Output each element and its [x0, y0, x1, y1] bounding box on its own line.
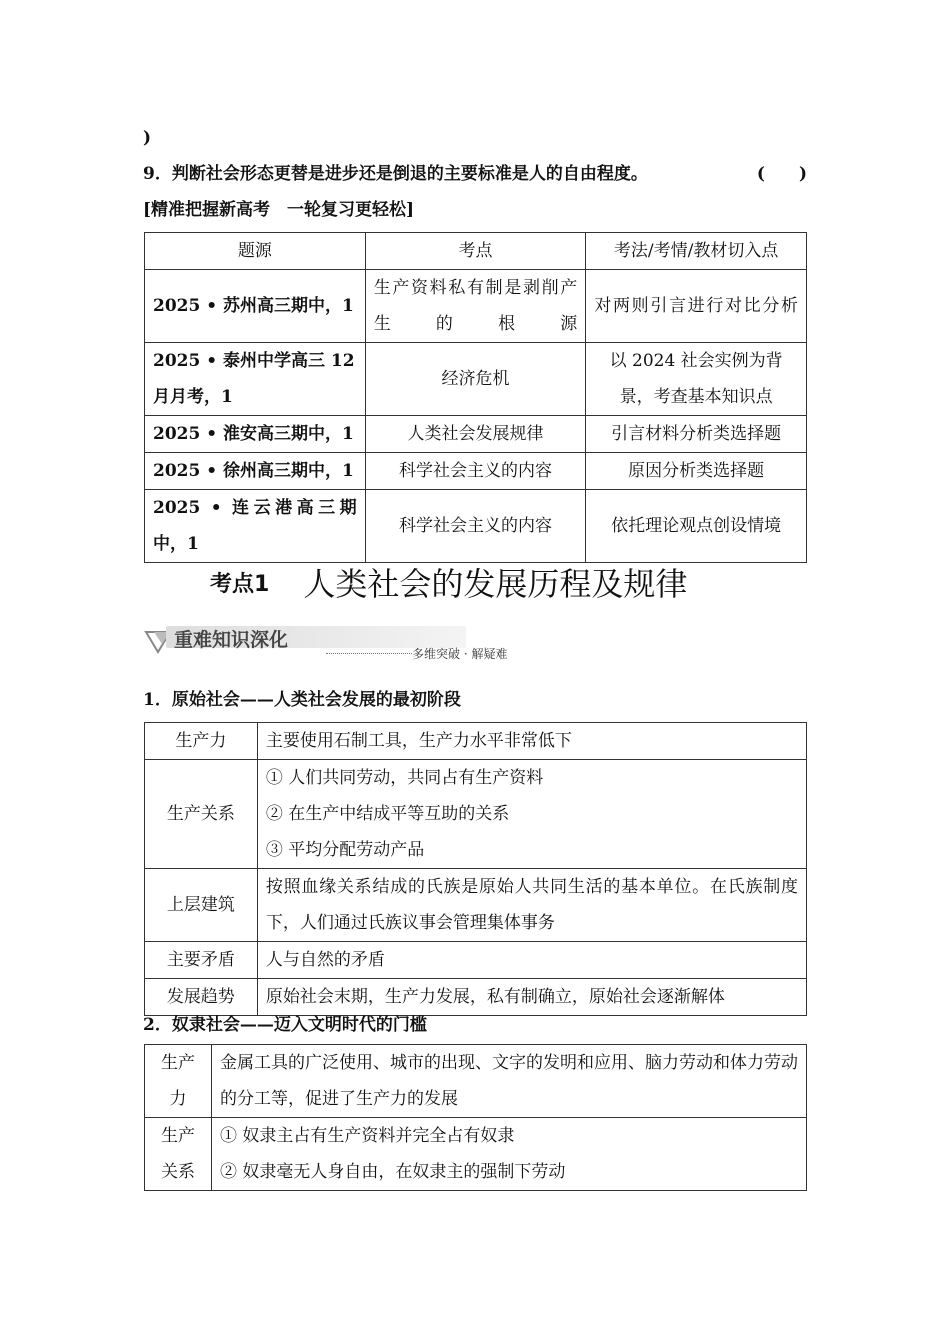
section2-heading: 2．奴隶社会——迈入文明时代的门槛	[143, 1015, 427, 1035]
list-item: ② 奴隶毫无人身自由，在奴隶主的强制下劳动	[219, 1162, 566, 1182]
cell-source: 2025 • 苏州高三期中，1	[145, 270, 366, 343]
kaodian-label: 考点1	[210, 571, 270, 597]
kaodian-heading	[210, 560, 687, 604]
row-content: 按照血缘关系结成的氏族是原始人共同生活的基本单位。在氏族制度下，人们通过氏族议事会管理集体事务	[257, 869, 806, 942]
row-content	[211, 1118, 806, 1191]
row-label: 生产关系	[145, 760, 258, 869]
banner-title: 重难知识深化	[174, 629, 289, 651]
cell-source: 2025 • 淮安高三期中，1	[145, 416, 366, 453]
row-label: 生产力	[145, 1045, 212, 1118]
header-topic: 考点	[365, 233, 586, 270]
cell-topic: 人类社会发展规律	[365, 416, 586, 453]
source-table	[144, 232, 807, 563]
question-9	[143, 162, 807, 186]
table-row	[145, 942, 807, 979]
list-item: ② 在生产中结成平等互助的关系	[265, 804, 510, 824]
row-label: 主要矛盾	[145, 942, 258, 979]
section-banner	[144, 622, 544, 662]
banner-dotted-line	[326, 653, 412, 654]
cell-method: 依托理论观点创设情境	[586, 490, 807, 563]
table-row	[145, 270, 807, 343]
section1-heading: 1．原始社会——人类社会发展的最初阶段	[143, 690, 461, 710]
cell-topic: 经济危机	[365, 343, 586, 416]
row-label: 生产力	[145, 723, 258, 760]
table-row	[145, 1045, 807, 1118]
row-content: 金属工具的广泛使用、城市的出现、文字的发明和应用、脑力劳动和体力劳动的分工等，促进了生产力的发展	[211, 1045, 806, 1118]
cell-topic: 科学社会主义的内容	[365, 490, 586, 563]
cell-source: 2025 • 徐州高三期中，1	[145, 453, 366, 490]
answer-paren: ( )	[756, 164, 807, 184]
cell-method: 以 2024 社会实例为背景，考查基本知识点	[586, 343, 807, 416]
section-header: [精准把握新高考 一轮复习更轻松]	[143, 200, 415, 220]
list-item: ① 奴隶主占有生产资料并完全占有奴隶	[219, 1126, 515, 1146]
cell-source: 2025 • 连云港高三期中，1	[145, 490, 366, 563]
table-row	[145, 416, 807, 453]
header-method: 考法/考情/教材切入点	[586, 233, 807, 270]
row-content	[257, 760, 806, 869]
cell-method: 引言材料分析类选择题	[586, 416, 807, 453]
cell-topic: 科学社会主义的内容	[365, 453, 586, 490]
table-row	[145, 490, 807, 563]
table-row	[145, 453, 807, 490]
kaodian-title: 人类社会的发展历程及规律	[303, 565, 688, 603]
table-row	[145, 723, 807, 760]
table-row	[145, 343, 807, 416]
cell-source: 2025 • 泰州中学高三 12 月月考，1	[145, 343, 366, 416]
row-content: 原始社会末期，生产力发展，私有制确立，原始社会逐渐解体	[257, 979, 806, 1016]
cell-topic: 生产资料私有制是剥削产生的根源	[365, 270, 586, 343]
question-9-text: 9．判断社会形态更替是进步还是倒退的主要标准是人的自由程度。	[143, 164, 648, 184]
row-label: 生产关系	[145, 1118, 212, 1191]
table-row	[145, 760, 807, 869]
list-item: ③ 平均分配劳动产品	[265, 840, 425, 860]
table-row	[145, 869, 807, 942]
table-row	[145, 979, 807, 1016]
cell-method: 对两则引言进行对比分析	[586, 270, 807, 343]
primitive-society-table	[144, 722, 807, 1016]
table-header-row	[145, 233, 807, 270]
banner-subtitle: 多维突破 · 解疑难	[412, 647, 508, 661]
row-content: 人与自然的矛盾	[257, 942, 806, 979]
row-content: 主要使用石制工具，生产力水平非常低下	[257, 723, 806, 760]
table-row	[145, 1118, 807, 1191]
header-source: 题源	[145, 233, 366, 270]
stray-paren: )	[143, 128, 152, 148]
slave-society-table	[144, 1044, 807, 1191]
list-item: ① 人们共同劳动，共同占有生产资料	[265, 768, 544, 788]
row-label: 发展趋势	[145, 979, 258, 1016]
row-label: 上层建筑	[145, 869, 258, 942]
cell-method: 原因分析类选择题	[586, 453, 807, 490]
